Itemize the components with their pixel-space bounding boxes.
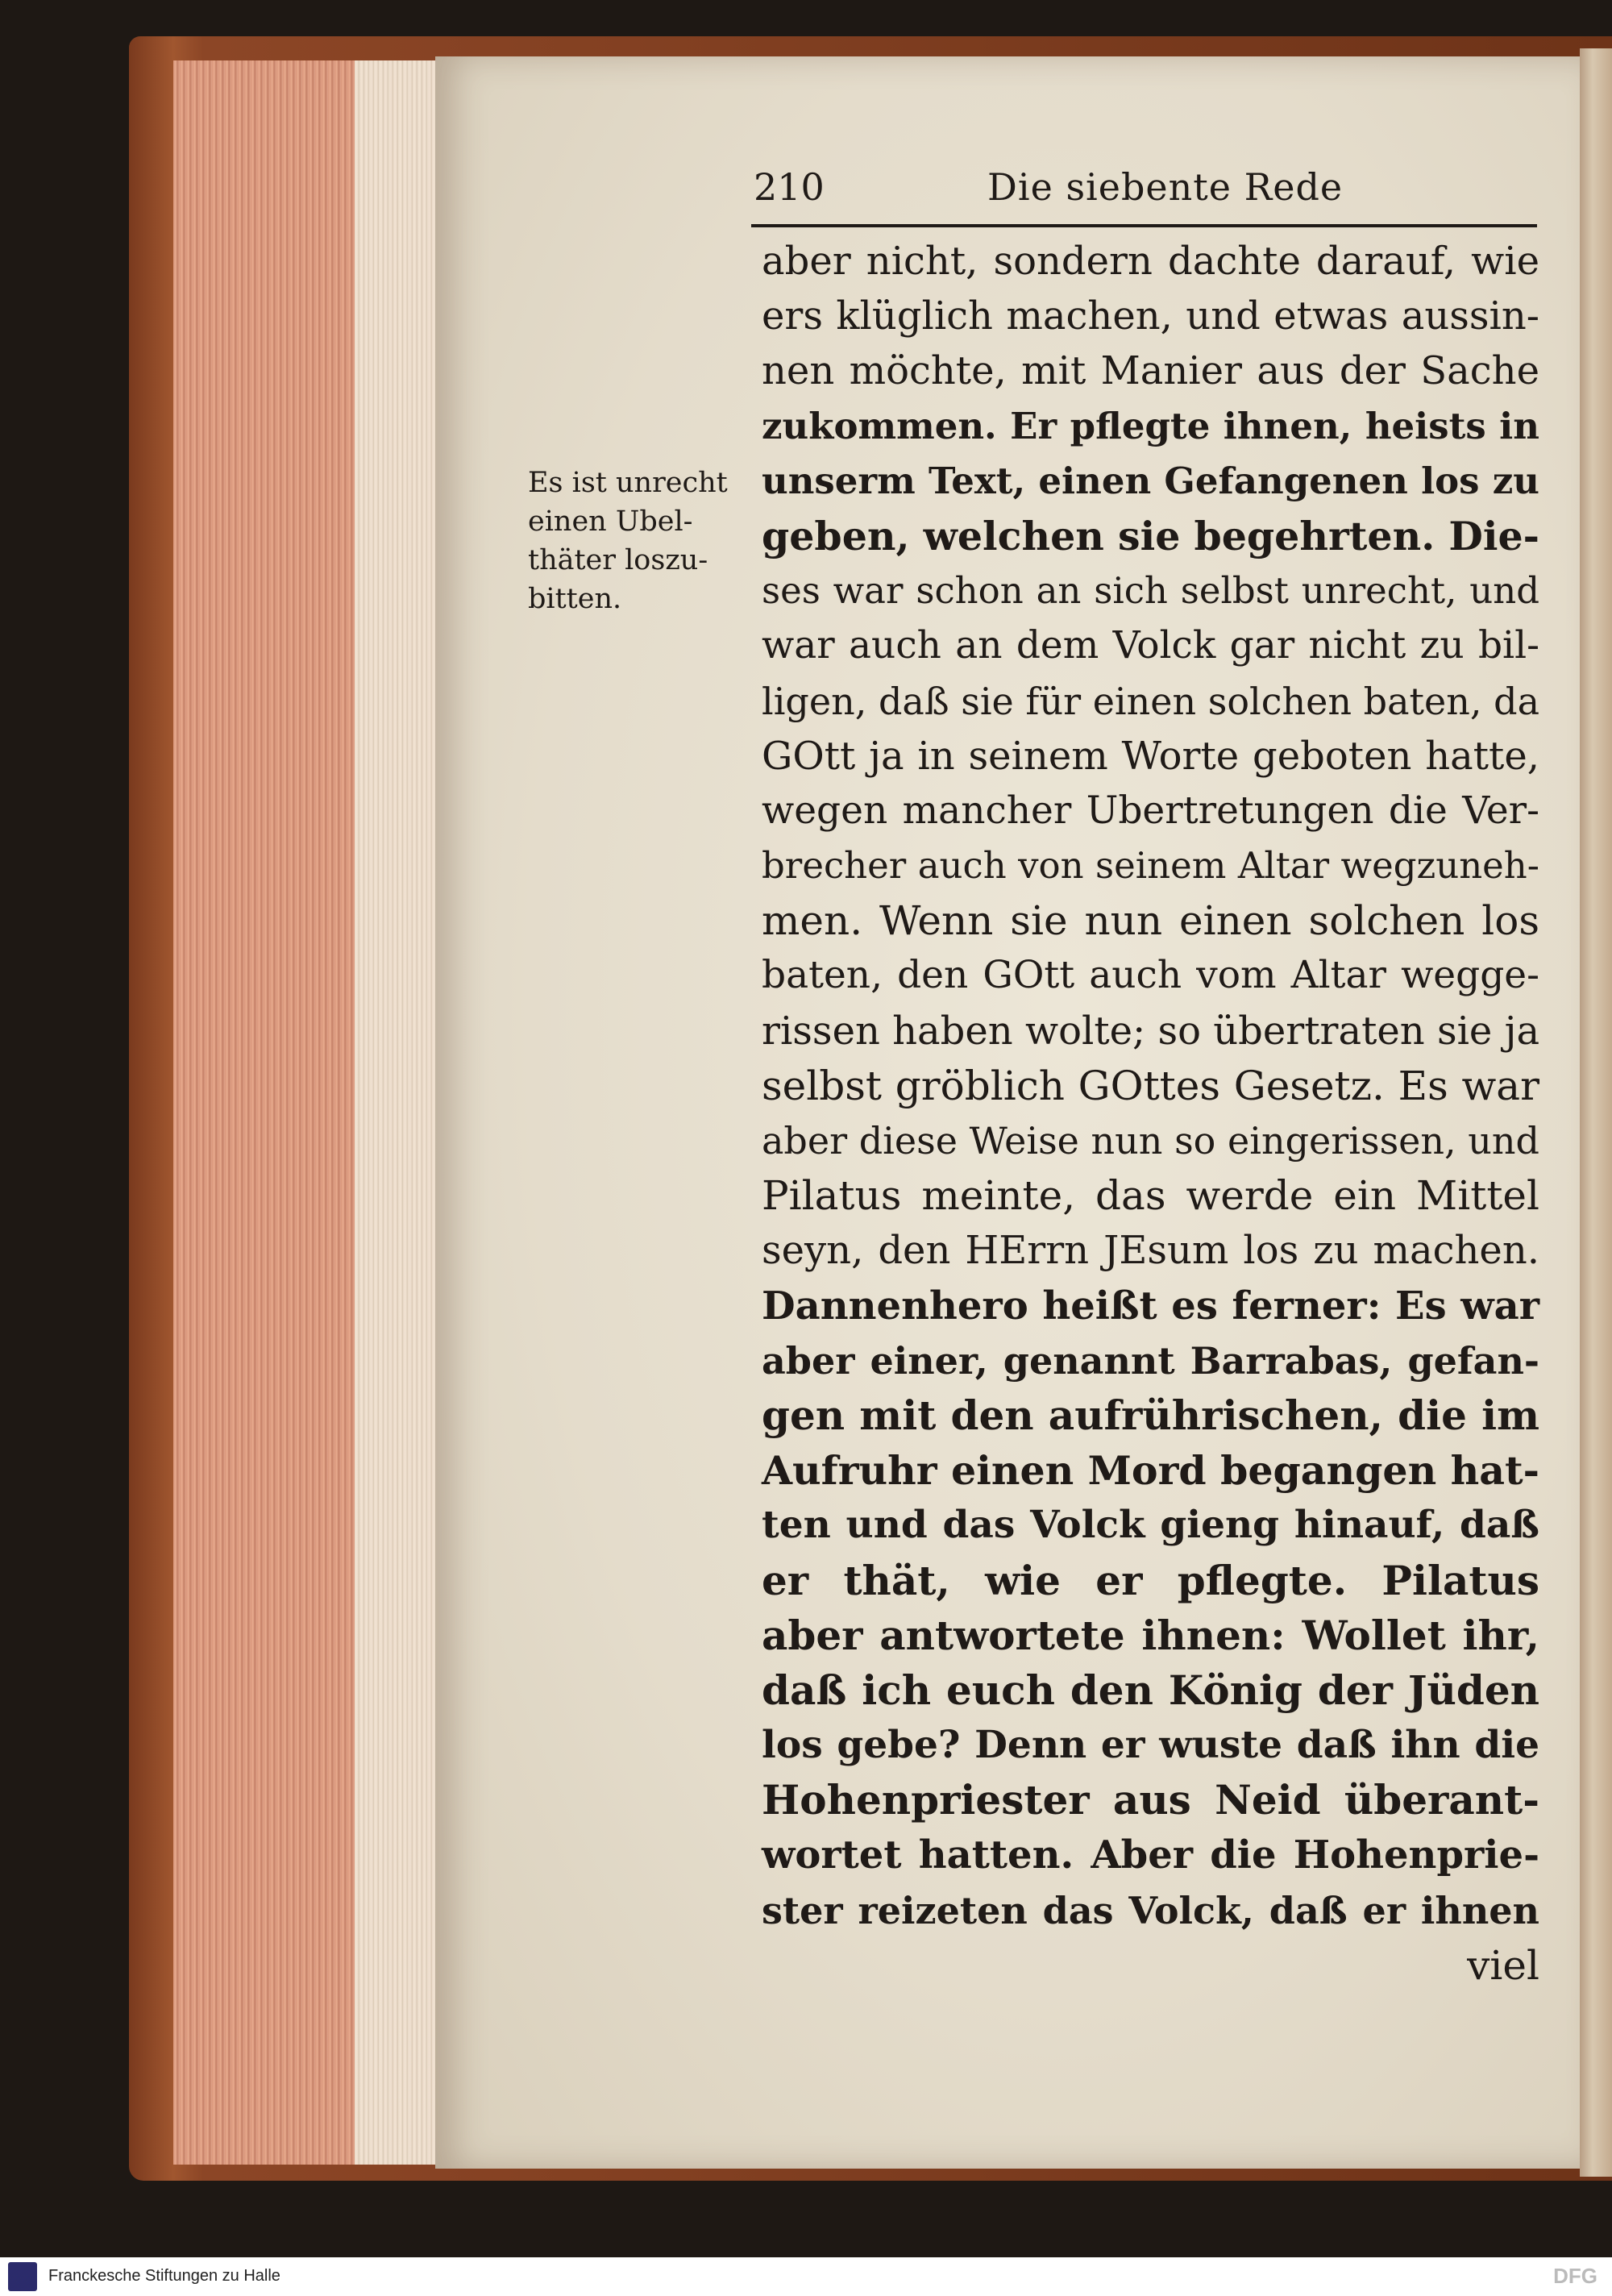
text-line: brecher auch von seinem Altar wegzuneh- [762,844,1539,888]
text-line: aber diese Weise nun so eingerissen, und [762,1119,1539,1163]
text-line: er thät, wie er pflegte. Pilatus [762,1556,1539,1604]
text-line: unserm Text, einen Gefangenen los zu [762,459,1539,502]
text-line: ers klüglich machen, und etwas aussin- [762,293,1539,339]
text-line: ster reizeten das Volck, daß er ihnen [762,1888,1539,1932]
text-line: Aufruhr einen Mord begangen hat- [762,1447,1539,1495]
margin-note-line: Es ist unrecht [528,467,728,499]
text-line: aber einer, genannt Barrabas, gefan- [762,1338,1539,1383]
text-line: rissen haben wolte; so übertraten sie ja [762,1008,1540,1054]
catchword: viel [1467,1941,1539,1989]
institution-label: Franckesche Stiftungen zu Halle [48,2267,280,2285]
header-rule [751,224,1537,227]
text-line: gen mit den aufrührischen, die im [762,1391,1539,1439]
footer-bar [0,2257,1612,2296]
text-line: wortet hatten. Aber die Hohenprie- [762,1832,1539,1878]
margin-note [528,464,758,618]
text-line: nen möchte, mit Manier aus der Sache [762,348,1539,394]
text-line: seyn, den HErrn JEsum los zu machen. [762,1228,1539,1274]
running-title: Die siebente Rede [987,165,1344,209]
text-line: wegen mancher Ubertretungen die Ver- [762,788,1539,833]
institution-logo-icon [8,2262,37,2291]
text-line: geben, welchen sie begehrten. Die- [762,512,1539,559]
text-line: los gebe? Denn er wuste daß ihn die [762,1723,1539,1768]
facing-page-edge [1580,48,1612,2177]
text-line: ten und das Volck gieng hinauf, daß [762,1503,1539,1548]
text-line: selbst gröblich GOttes Gesetz. Es war [762,1062,1539,1109]
text-line: baten, den GOtt auch vom Altar wegge- [762,953,1539,998]
running-head [754,161,1539,218]
text-line: ligen, daß sie für einen solchen baten, da [762,679,1539,723]
text-line: men. Wenn sie nun einen solchen los [762,897,1539,945]
text-line: aber antwortete ihnen: Wollet ihr, [762,1611,1539,1659]
text-line: aber nicht, sondern dachte darauf, wie [762,239,1539,284]
text-line: zukommen. Er pflegte ihnen, heists in [762,404,1539,447]
page-number: 210 [754,165,825,209]
text-line: Pilatus meinte, das werde ein Mittel [762,1172,1539,1220]
text-line: war auch an dem Volck gar nicht zu bil- [762,623,1539,668]
dfg-logo: DFG [1553,2264,1597,2288]
text-line: Dannenhero heißt es ferner: Es war [762,1283,1539,1329]
text-line: daß ich euch den König der Jüden [762,1666,1539,1714]
text-line: Hohenpriester aus Neid überant- [762,1776,1539,1824]
text-line: GOtt ja in seinem Worte geboten hatte, [762,733,1539,779]
page-edges-light [355,60,439,2165]
margin-note-line: thäter loszu- [528,544,708,576]
margin-note-line: einen Ubel- [528,505,693,538]
margin-note-line: bitten. [528,583,622,615]
body-text [762,234,1539,1993]
text-line: ses war schon an sich selbst unrecht, und [762,569,1539,613]
